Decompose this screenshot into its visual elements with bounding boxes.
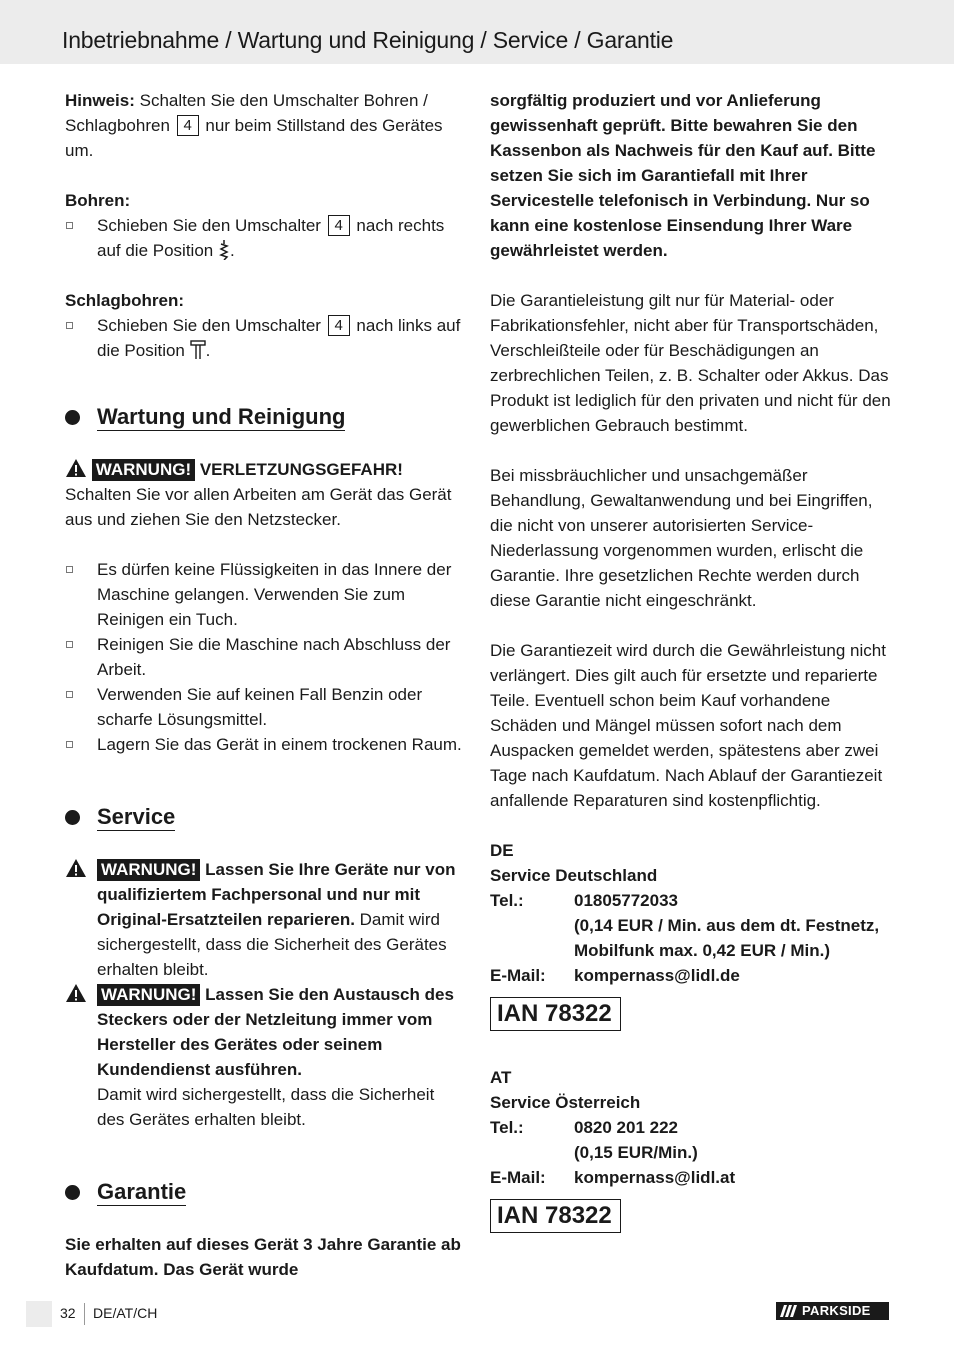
right-column: [490, 88, 895, 1233]
region-code: DE/AT/CH: [93, 1305, 158, 1321]
list-item: [65, 732, 465, 757]
garantie-intro: Sie erhalten auf dieses Gerät 3 Jahre Garantie ab Kaufdatum. Das Gerät wurde: [65, 1235, 461, 1279]
garantie-paragraph-1: Die Garantieleistung gilt nur für Material- oder Fabrikationsfehler, nicht aber für Transportschäden, Verschleißteile oder für Beschädigungen an zerbrechlichen Teilen, z. B. Schalter oder Akkus. Das Produkt ist lediglich für den privaten und nicht für den gewerblichen Gebrauch bestimmt.: [490, 291, 891, 435]
tel-label: Tel.:: [490, 891, 524, 910]
warning-label: WARNUNG!: [97, 984, 200, 1006]
list-item: [65, 632, 465, 682]
hinweis-label: Hinweis:: [65, 91, 135, 110]
warning-triangle-icon: [65, 983, 87, 1003]
list-item-text: Reinigen Sie die Maschine nach Abschluss der Arbeit.: [97, 635, 451, 679]
service-name: Service Deutschland: [490, 866, 658, 885]
footer-divider: [84, 1303, 85, 1325]
garantie-continued: sorgfältig produziert und vor Anlieferung gewissenhaft geprüft. Bitte bewahren Sie den Kassenbon als Nachweis für den Kauf auf. Bitte setzen Sie sich im Garantiefall mit Ihrer Servicestelle telefonisch in Verbindung. Nur so kann eine kostenlose Einsendung Ihrer Ware gewährleistet werden.: [490, 91, 876, 260]
warning-label: WARNUNG!: [97, 859, 200, 881]
switch-ref-box: 4: [328, 215, 350, 236]
schlagbohren-title: Schlagbohren:: [65, 291, 185, 310]
bullet-square-icon: [66, 641, 73, 648]
bullet-square-icon: [66, 691, 73, 698]
schlag-text-2: nach links auf die Position: [97, 316, 461, 360]
page-title: Inbetriebnahme / Wartung und Reinigung / Service / Garantie: [62, 27, 674, 53]
section-heading-text: Wartung und Reinigung: [97, 404, 346, 429]
page-header: [0, 0, 954, 64]
service-de-block: [490, 838, 895, 988]
tel-number: 0820 201 222: [574, 1118, 678, 1137]
tel-note: (0,14 EUR / Min. aus dem dt. Festnetz, Mobilfunk max. 0,42 EUR / Min.): [574, 916, 880, 960]
email-label: E-Mail:: [490, 1168, 546, 1187]
hammer-icon: [190, 340, 206, 360]
warning-bold-text: Lassen Sie den Austausch des Steckers oder der Netzleitung immer vom Hersteller des Gerätes oder seinem Kundendienst ausführen.: [97, 985, 454, 1079]
bohren-item: [65, 213, 465, 263]
ian-badge: IAN 78322: [490, 997, 621, 1031]
section-heading-wartung: [65, 401, 465, 433]
parkside-logo: [776, 1302, 889, 1320]
service-country: AT: [490, 1068, 512, 1087]
warning-text: Damit wird sichergestellt, dass die Sicherheit des Gerätes erhalten bleibt.: [97, 910, 447, 979]
section-bullet-icon: [65, 810, 80, 825]
email-label: E-Mail:: [490, 966, 546, 985]
warning-triangle-icon: [65, 858, 87, 878]
list-item-text: Verwenden Sie auf keinen Fall Benzin oder scharfe Lösungsmittel.: [97, 685, 423, 729]
footer-marker: [26, 1301, 52, 1327]
switch-ref-box: 4: [328, 315, 350, 336]
hinweis-text-2: nur beim Stillstand des Gerätes um.: [65, 116, 443, 160]
wartung-warning: [65, 457, 465, 482]
hinweis-paragraph: [65, 88, 465, 163]
section-heading-service: [65, 801, 465, 833]
warning-bold-text: Lassen Sie Ihre Geräte nur von qualifiziertem Fachpersonal und nur mit Original-Ersatzteilen reparieren.: [97, 860, 456, 929]
ian-badge: IAN 78322: [490, 1199, 621, 1233]
bohren-text-3: .: [229, 241, 235, 260]
section-bullet-icon: [65, 1185, 80, 1200]
schlag-text-3: .: [205, 341, 211, 360]
list-item: [65, 682, 465, 732]
service-at-block: [490, 1065, 895, 1190]
list-item: [65, 557, 465, 632]
service-tel-row: [490, 888, 895, 963]
bullet-square-icon: [66, 566, 73, 573]
service-email-row: [490, 963, 895, 988]
tel-label: Tel.:: [490, 1118, 524, 1137]
wartung-warning-text: Schalten Sie vor allen Arbeiten am Gerät das Gerät aus und ziehen Sie den Netzstecker.: [65, 485, 452, 529]
hinweis-text-1: Schalten Sie den Umschalter Bohren / Schlagbohren: [65, 91, 428, 135]
list-item-text: Lagern Sie das Gerät in einem trockenen Raum.: [97, 735, 462, 754]
tel-note: (0,15 EUR/Min.): [574, 1143, 698, 1162]
brand-name: PARKSIDE: [802, 1303, 871, 1318]
schlagbohren-item: [65, 313, 465, 363]
service-warning-2: [65, 982, 465, 1132]
drill-bit-icon: [218, 240, 230, 260]
warning-text: Damit wird sichergestellt, dass die Sicherheit des Gerätes erhalten bleibt.: [97, 1085, 435, 1129]
bullet-square-icon: [66, 322, 73, 329]
left-column: [65, 88, 465, 1282]
list-item-text: Es dürfen keine Flüssigkeiten in das Innere der Maschine gelangen. Verwenden Sie zum Reinigen ein Tuch.: [97, 560, 452, 629]
garantie-paragraph-2: Bei missbräuchlicher und unsachgemäßer Behandlung, Gewaltanwendung und bei Eingriffen, die nicht von unserer autorisierten Service-Niederlassung vorgenommen wurden, erlischt die Garantie. Ihre gesetzlichen Rechte werden durch diese Garantie nicht eingeschränkt.: [490, 466, 873, 610]
bohren-title: Bohren:: [65, 191, 131, 210]
garantie-paragraph-3: Die Garantiezeit wird durch die Gewährleistung nicht verlängert. Dies gilt auch für ersetzte und reparierte Teile. Eventuell schon beim Kauf vorhandene Schäden und Mängel müssen sofort nach dem Auspacken gemeldet werden, spätestens aber zwei Tage nach Kaufdatum. Nach Ablauf der Garantiezeit anfallende Reparaturen sind kostenpflichtig.: [490, 641, 886, 810]
bullet-square-icon: [66, 741, 73, 748]
logo-stripes-icon: [780, 1305, 798, 1317]
service-tel-row: [490, 1115, 895, 1165]
page-number: 32: [60, 1305, 76, 1321]
email-address: kompernass@lidl.de: [574, 966, 740, 985]
warning-triangle-icon: [65, 458, 87, 478]
service-country: DE: [490, 841, 514, 860]
warning-label: WARNUNG!: [92, 459, 195, 481]
schlag-text-1: Schieben Sie den Umschalter: [97, 316, 326, 335]
email-address: kompernass@lidl.at: [574, 1168, 736, 1187]
bohren-text-2: nach rechts auf die Position: [97, 216, 445, 260]
warning-title: VERLETZUNGSGEFAHR!: [195, 460, 403, 479]
section-heading-text: Garantie: [97, 1179, 187, 1204]
bohren-text-1: Schieben Sie den Umschalter: [97, 216, 326, 235]
section-bullet-icon: [65, 410, 80, 425]
section-heading-text: Service: [97, 804, 176, 829]
bullet-square-icon: [66, 222, 73, 229]
tel-number: 01805772033: [574, 891, 679, 910]
service-warning-1: [65, 857, 465, 982]
wartung-list: [65, 557, 465, 757]
service-email-row: [490, 1165, 895, 1190]
service-name: Service Österreich: [490, 1093, 641, 1112]
section-heading-garantie: [65, 1176, 465, 1208]
switch-ref-box: 4: [177, 115, 199, 136]
